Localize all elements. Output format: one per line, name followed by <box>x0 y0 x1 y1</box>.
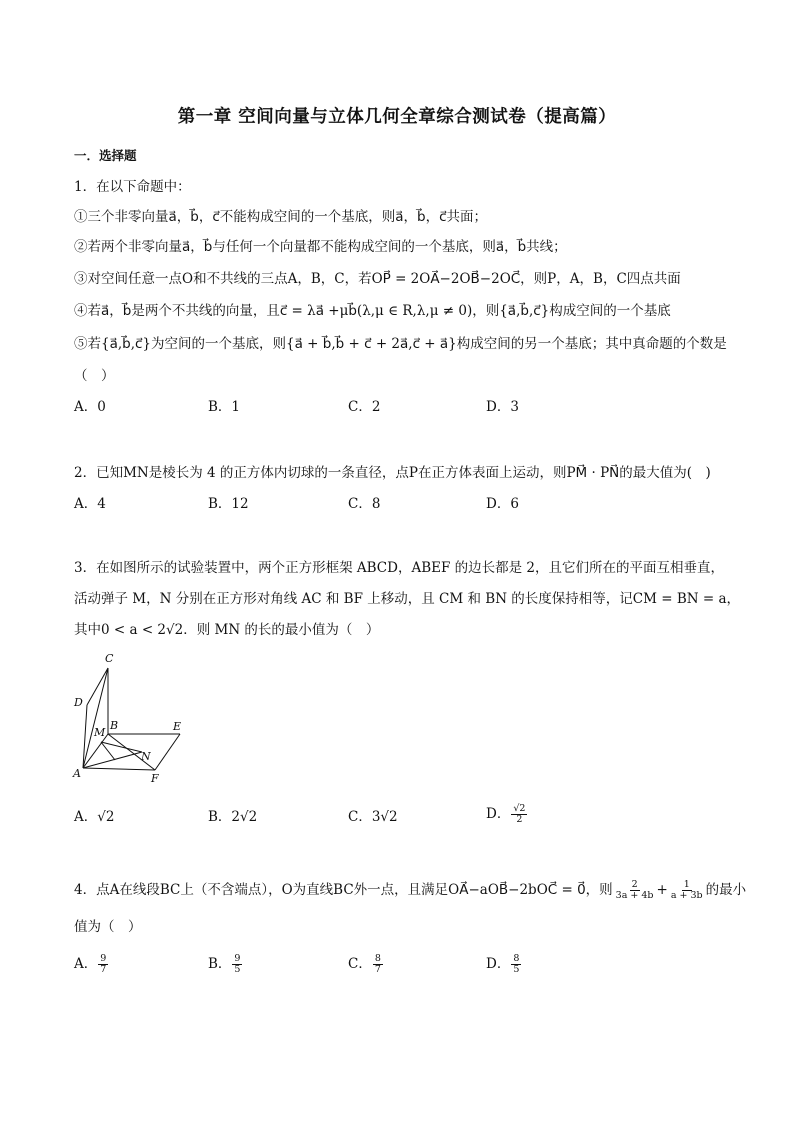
fraction-denominator: 2 <box>516 814 523 825</box>
q2-option-a: A．4 <box>74 496 106 512</box>
q4-option-d <box>486 954 522 975</box>
q4-stem-tail: 的最小 <box>705 882 747 898</box>
q3-option-d-fraction <box>511 804 527 825</box>
q4-option-b <box>208 954 243 975</box>
label-n: N <box>141 750 151 763</box>
geometry-figure <box>70 648 200 788</box>
q2-option-b: B．12 <box>208 496 249 512</box>
option-label: D． <box>486 956 511 972</box>
fraction-denominator: 5 <box>234 964 241 975</box>
fraction-denominator: a + 3b <box>670 890 703 901</box>
label-a: A <box>73 767 81 780</box>
fraction-numerator: 8 <box>513 953 520 964</box>
label-d: D <box>74 696 83 709</box>
option-fraction <box>232 954 242 975</box>
q4-line-2: 值为（ ） <box>74 919 142 935</box>
label-e: E <box>173 720 182 733</box>
q3-option-a: A．√2 <box>74 809 115 825</box>
q1-option-d: D．3 <box>486 399 519 415</box>
option-fraction <box>373 954 383 975</box>
q1-statement-4: ④若a⃗，b⃗是两个不共线的向量，且c⃗ = λa⃗ +μb⃗(λ,μ ∈ R,λ,μ ≠ 0)，则{a⃗,b⃗,c⃗}构成空间的一个基底 <box>74 303 671 319</box>
q3-line-3: 其中0 < a < 2√2．则 MN 的长的最小值为（ ） <box>74 622 380 638</box>
label-m: M <box>94 726 106 739</box>
fraction-numerator: 9 <box>234 953 241 964</box>
q3-option-d-label: D． <box>486 806 511 822</box>
option-label: C． <box>348 956 372 972</box>
fraction-denominator: 3a + 4b <box>615 890 654 901</box>
q4-fraction-1 <box>614 880 656 901</box>
q4-option-c <box>348 954 384 975</box>
q3-option-c: C．3√2 <box>348 809 398 825</box>
q1-statement-2: ②若两个非零向量a⃗，b⃗与任何一个向量都不能构成空间的一个基底，则a⃗，b⃗共线； <box>74 239 567 255</box>
label-f: F <box>151 772 159 785</box>
q4-plus: + <box>656 882 668 898</box>
q4-fraction-2 <box>669 880 705 901</box>
option-fraction <box>511 954 521 975</box>
fraction-denominator: 5 <box>513 964 520 975</box>
label-b: B <box>110 719 119 732</box>
q3-line-2: 活动弹子 M，N 分别在正方形对角线 AC 和 BF 上移动，且 CM 和 BN 的长度保持相等，记CM = BN = a， <box>74 591 741 607</box>
q1-statement-1: ①三个非零向量a⃗，b⃗，c⃗不能构成空间的一个基底，则a⃗，b⃗，c⃗共面； <box>74 209 488 225</box>
q1-option-c: C．2 <box>348 399 381 415</box>
q1-statement-5: ⑤若{a⃗,b⃗,c⃗}为空间的一个基底，则{a⃗ + b⃗,b⃗ + c⃗ + 2a⃗,c⃗ + a⃗}构成空间的另一个基底；其中真命题的个数是 <box>74 336 727 352</box>
fraction-numerator: 1 <box>683 879 690 890</box>
label-c: C <box>105 652 114 665</box>
q1-option-b: B．1 <box>208 399 241 415</box>
section-heading: 一．选择题 <box>74 148 137 163</box>
option-label: B． <box>208 956 232 972</box>
q2-option-c: C．8 <box>348 496 381 512</box>
option-label: A． <box>74 956 98 972</box>
option-fraction <box>98 954 108 975</box>
fraction-numerator: √2 <box>513 803 526 814</box>
q1-statement-3: ③对空间任意一点O和不共线的三点A，B，C，若OP⃗ = 2OA⃗−2OB⃗−2OC⃗，则P，A，B，C四点共面 <box>74 271 681 287</box>
q4-line-1 <box>74 880 746 901</box>
fraction-numerator: 9 <box>100 953 107 964</box>
q4-stem: 4．点A在线段BC上（不含端点），O为直线BC外一点，且满足OA⃗−aOB⃗−2bOC⃗ = 0⃗，则 <box>74 882 613 898</box>
fraction-numerator: 8 <box>374 953 381 964</box>
page-title: 第一章 空间向量与立体几何全章综合测试卷（提高篇） <box>177 107 617 127</box>
q4-option-a <box>74 954 109 975</box>
q2-option-d: D．6 <box>486 496 519 512</box>
fraction-numerator: 2 <box>631 879 638 890</box>
fraction-denominator: 7 <box>374 964 381 975</box>
q2-stem: 2．已知MN是棱长为 4 的正方体内切球的一条直径，点P在正方体表面上运动，则PM⃗ · PN⃗的最大值为( ) <box>74 465 711 481</box>
q3-line-1: 3．在如图所示的试验装置中，两个正方形框架 ABCD，ABEF 的边长都是 2，且它们所在的平面互相垂直， <box>74 560 725 576</box>
q3-option-b: B．2√2 <box>208 809 258 825</box>
q1-option-a: A．0 <box>74 399 106 415</box>
fraction-denominator: 7 <box>100 964 107 975</box>
q1-answer-paren: （ ） <box>74 368 115 384</box>
q3-option-d <box>486 804 528 825</box>
q1-stem: 1．在以下命题中： <box>74 179 191 195</box>
